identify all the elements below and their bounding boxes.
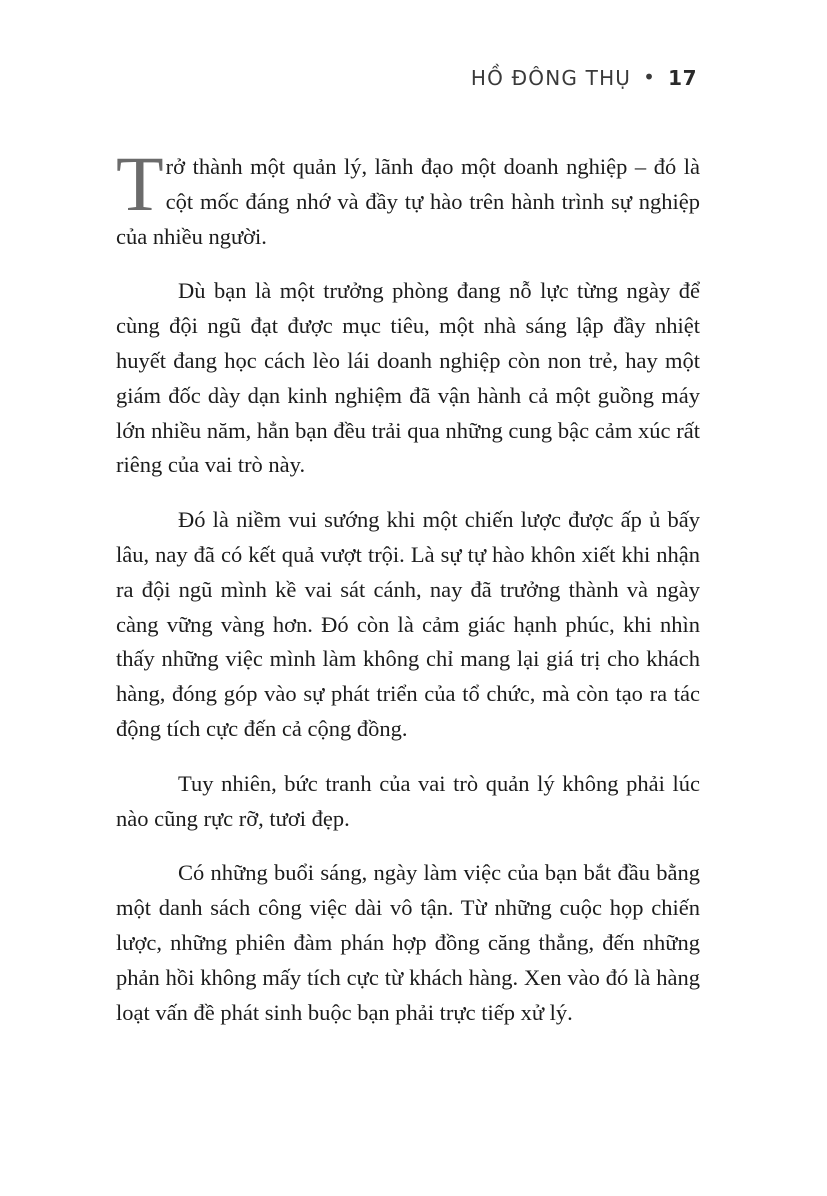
paragraph-3: Đó là niềm vui sướng khi một chiến lược được ấp ủ bấy lâu, nay đã có kết quả vượt trội. Là sự tự hào khôn xiết khi nhận ra đội ngũ mình kề vai sát cánh, nay đã trưởng thành và ngày càng vững vàng hơn. Đó còn là cảm giác hạnh phúc, khi nhìn thấy những việc mình làm không chỉ mang lại giá trị cho khách hàng, đóng góp vào sự phát triển của tổ chức, mà còn tạo ra tác động tích cực đến cả cộng đồng. — [116, 507, 700, 741]
paragraph-1 — [116, 140, 700, 254]
body-text — [116, 140, 700, 1050]
paragraph-5: Có những buổi sáng, ngày làm việc của bạn bắt đầu bằng một danh sách công việc dài vô tận. Từ những cuộc họp chiến lược, những phiên đàm phán hợp đồng căng thẳng, đến những phản hồi không mấy tích cực từ khách hàng. Xen vào đó là hàng loạt vấn đề phát sinh buộc bạn phải trực tiếp xử lý. — [116, 860, 700, 1025]
paragraph-2: Dù bạn là một trưởng phòng đang nỗ lực từng ngày để cùng đội ngũ đạt được mục tiêu, một nhà sáng lập đầy nhiệt huyết đang học cách lèo lái doanh nghiệp còn non trẻ, hay một giám đốc dày dạn kinh nghiệm đã vận hành cả một guồng máy lớn nhiều năm, hẳn bạn đều trải qua những cung bậc cảm xúc rất riêng của vai trò này. — [116, 278, 700, 478]
page-number: 17 — [668, 66, 697, 90]
paragraph-1-text: rở thành một quản lý, lãnh đạo một doanh nghiệp – đó là cột mốc đáng nhớ và đầy tự hào trên hành trình sự nghiệp của nhiều người. — [116, 154, 700, 249]
running-header — [471, 66, 697, 90]
header-separator: • — [643, 65, 657, 89]
drop-cap: T — [116, 140, 164, 227]
running-title: HỒ ĐÔNG THỤ — [470, 66, 632, 90]
paragraph-4: Tuy nhiên, bức tranh của vai trò quản lý không phải lúc nào cũng rực rỡ, tươi đẹp. — [116, 770, 700, 831]
